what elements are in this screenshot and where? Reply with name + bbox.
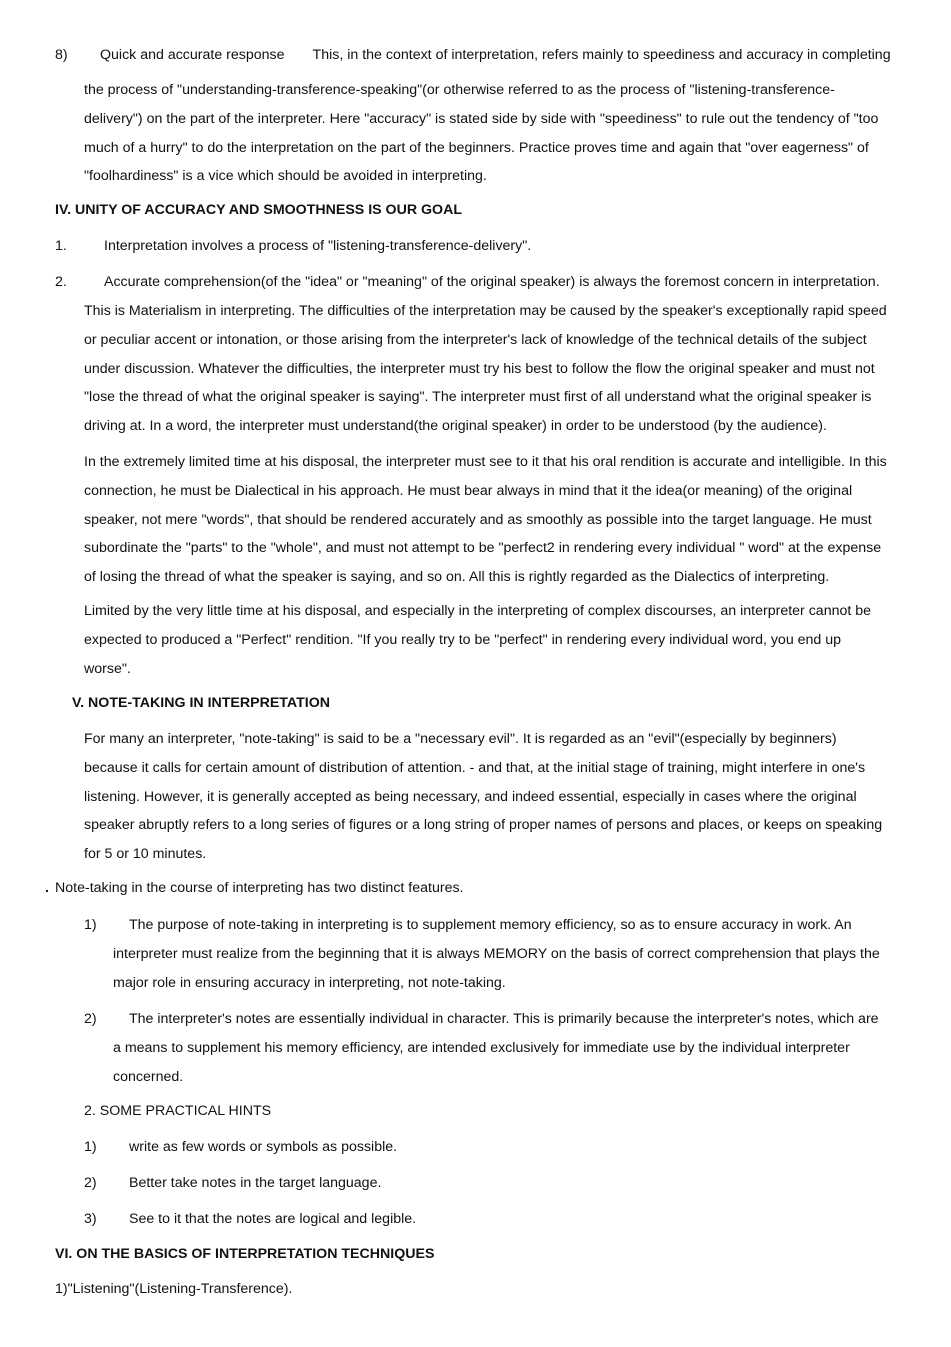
text-line: "foolhardiness" is a vice which should be avoided in interpreting. [84, 168, 487, 185]
feature-1-first-line: The purpose of note-taking in interpreting is to supplement memory efficiency, so as to ensure accuracy in work. An [129, 917, 852, 933]
text-line: In the extremely limited time at his disposal, the interpreter must see to it that his oral rendition is accurate and intelligible. In this [84, 454, 887, 470]
text-line: a means to supplement his memory efficiency, are intended exclusively for immediate use by the individual interpreter [113, 1040, 850, 1056]
hint-3-number: 3) [84, 1211, 97, 1227]
text-line: the process of "understanding-transference-speaking"(or otherwise referred to as the process of "listening-transference- [84, 82, 835, 98]
hint-1-text: write as few words or symbols as possible. [129, 1139, 398, 1155]
text-line: delivery") on the part of the interpreter. Here "accuracy" is stated side by side with "speediness" to rule out the tendency of "too [84, 110, 879, 127]
sec4-item-1-text: Interpretation involves a process of "listening-transference-delivery". [104, 238, 532, 254]
section-vi-heading: VI. ON THE BASICS OF INTERPRETATION TECHNIQUES [55, 1246, 435, 1262]
text-line: for 5 or 10 minutes. [84, 846, 207, 863]
text-line: driving at. In a word, the interpreter must understand(the original speaker) in order to be understood (by the audience). [84, 418, 827, 435]
sec4-item-1-number: 1. [55, 238, 67, 254]
practical-hints-heading: 2. SOME PRACTICAL HINTS [84, 1103, 272, 1119]
feature-1-number: 1) [84, 917, 97, 933]
features-bullet: . [45, 880, 49, 896]
text-line: much of a hurry" to do the interpretation on the part of the beginners. Practice proves time and again that "over eagerness" of [84, 139, 869, 156]
text-line: listening. However, it is generally accepted as being necessary, and indeed essential, especially in cases where the original [84, 788, 857, 805]
text-line: major role in ensuring accuracy in interpreting, not note-taking. [113, 974, 506, 991]
sec4-item-2-body [84, 297, 887, 441]
item-8-lead: This, in the context of interpretation, refers mainly to speediness and accuracy in completing [312, 47, 891, 63]
text-line: subordinate the "parts" to the "whole", and must not attempt to be "perfect2 in rendering every individual " word" at the expense [84, 540, 882, 557]
section-iv-heading: IV. UNITY OF ACCURACY AND SMOOTHNESS IS OUR GOAL [55, 202, 463, 218]
text-line: worse". [84, 660, 131, 677]
text-line: interpreter must realize from the beginning that it is always MEMORY on the basis of correct comprehension that plays the [113, 946, 880, 962]
feature-1-body [113, 940, 880, 998]
text-line: speaker, not mere "words", that should be rendered accurately and as smoothly as possible into the target language. He must [84, 511, 872, 528]
section-v-heading: V. NOTE-TAKING IN INTERPRETATION [72, 695, 331, 711]
item-8-label: Quick and accurate response [100, 47, 285, 63]
text-line: or peculiar accent or intonation, or those arising from the interpreter's lack of knowledge of the technical details of the subject [84, 331, 867, 348]
text-line: connection, he must be Dialectical in his approach. He must bear always in mind that it the idea(or meaning) of the original [84, 482, 853, 499]
sec4-paragraph-dialectics [84, 448, 887, 592]
text-line: For many an interpreter, "note-taking" is said to be a "necessary evil". It is regarded as an "evil"(especially by beginners) [84, 731, 837, 747]
hint-2-number: 2) [84, 1175, 97, 1191]
text-line: concerned. [113, 1068, 184, 1085]
feature-2-body [113, 1034, 850, 1092]
text-line: of losing the thread of what the speaker is saying, and so on. All this is rightly regarded as the Dialectics of interpreting. [84, 569, 830, 586]
text-line: This is Materialism in interpreting. The difficulties of the interpretation may be caused by the speaker's exceptionally rapid speed [84, 303, 887, 319]
text-line: "lose the thread of what the original speaker is saying". The interpreter must first of all understand what the original speaker is [84, 389, 872, 406]
feature-2-first-line: The interpreter's notes are essentially individual in character. This is primarily because the interpreter's notes, which are [129, 1011, 879, 1027]
text-line: expected to produced a "Perfect" rendition. "If you really try to be "perfect" in rendering every individual word, you end up [84, 631, 842, 648]
text-line: speaker abruptly refers to a long series of figures or a long string of proper names of persons and places, or keeps on speaking [84, 817, 883, 834]
item-8-number: 8) [55, 47, 68, 63]
item-8-first-line [100, 47, 891, 63]
hint-1-number: 1) [84, 1139, 97, 1155]
sec6-item-1: 1)"Listening"(Listening-Transference). [55, 1281, 293, 1297]
features-intro: Note-taking in the course of interpreting has two distinct features. [55, 880, 464, 896]
text-line: under discussion. Whatever the difficulties, the interpreter must try his best to follow the flow the original speaker and must not [84, 360, 875, 377]
feature-2-number: 2) [84, 1011, 97, 1027]
sec5-paragraph [84, 725, 882, 869]
item-8-body [84, 76, 878, 191]
text-line: Limited by the very little time at his disposal, and especially in the interpreting of complex discourses, an interpreter cannot be [84, 603, 872, 619]
hint-2-text: Better take notes in the target language. [129, 1175, 382, 1191]
sec4-item-2-number: 2. [55, 274, 67, 290]
sec4-paragraph-perfect [84, 597, 871, 683]
sec4-item-2-first-line: Accurate comprehension(of the "idea" or "meaning" of the original speaker) is always the foremost concern in interpretation. [104, 274, 880, 290]
hint-3-text: See to it that the notes are logical and legible. [129, 1211, 417, 1227]
text-line: because it calls for certain amount of distribution of attention. - and that, at the initial stage of training, might interfere in one's [84, 759, 866, 776]
